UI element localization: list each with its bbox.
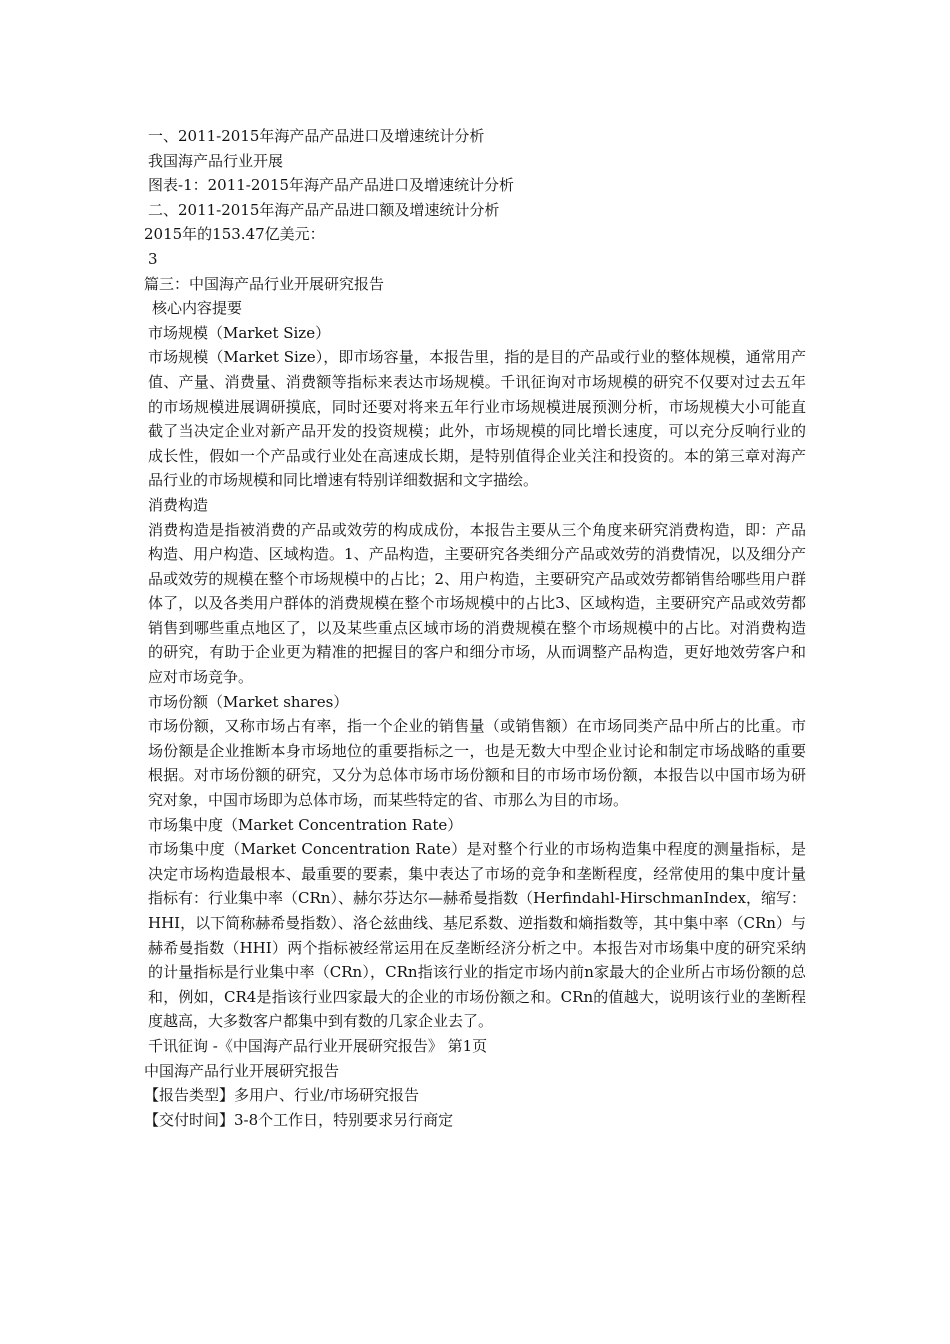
concentration-heading: 市场集中度（Market Concentration Rate） xyxy=(148,815,463,834)
market-size-paragraph: 市场规模（Market Size），即市场容量，本报告里，指的是目的产品或行业的整体规模，通常用产值、产量、消费量、消费额等指标来表达市场规模。千讯征询对市场规模的研究不仅要对过去五年的市场规模进展调研摸底，同时还要对将来五年行业市场规模进展预测分析，市场规模大小可能直截了当决定企业对新产品开发的投资规模；此外，市场规模的同比增长速度，可以充分反响行业的成长性，假如一个产品或行业处在高速成长期，是特别值得企业关注和投资的。本的第三章对海产品行业的市场规模和同比增速有特别详细数据和文字描绘。 xyxy=(148,348,806,490)
summary-heading: 核心内容提要 xyxy=(152,299,243,318)
consumption-heading: 消费构造 xyxy=(148,495,209,514)
document-body xyxy=(144,124,806,1132)
subheading-industry-development: 我国海产品行业开展 xyxy=(148,151,284,170)
market-share-paragraph: 市场份额，又称市场占有率，指一个企业的销售量（或销售额）在市场同类产品中所占的比重。市场份额是企业推断本身市场地位的重要指标之一，也是无数大中型企业讨论和制定市场战略的重要根据。对市场份额的研究，又分为总体市场市场份额和目的市场市场份额，本报告以中国市场为研究对象，中国市场即为总体市场，而某些特定的省、市那么为目的市场。 xyxy=(148,717,806,810)
delivery-time: 【交付时间】3-8个工作日，特别要求另行商定 xyxy=(144,1110,454,1129)
consumption-paragraph: 消费构造是指被消费的产品或效劳的构成成份，本报告主要从三个角度来研究消费构造，即：产品构造、用户构造、区域构造。1、产品构造，主要研究各类细分产品或效劳的消费情况，以及细分产品或效劳的规模在整个市场规模中的占比；2、用户构造，主要研究产品或效劳都销售给哪些用户群体了，以及各类用户群体的消费规模在整个市场规模中的占比3、区域构造，主要研究产品或效劳都销售到哪些重点地区了，以及某些重点区域市场的消费规模在整个市场规模中的占比。对消费构造的研究，有助于企业更为精准的把握目的客户和细分市场，从而调整产品构造，更好地效劳客户和应对市场竞争。 xyxy=(148,520,806,687)
concentration-paragraph: 市场集中度（Market Concentration Rate）是对整个行业的市场构造集中程度的测量指标，是决定市场构造最根本、最重要的要素，集中表达了市场的竞争和垄断程度，经常使用的集中度计量指标有：行业集中率（CRn）、赫尔芬达尔—赫希曼指数（Herfindahl-HirschmanIndex，缩写：HHI，以下简称赫希曼指数）、洛仑兹曲线、基尼系数、逆指数和熵指数等，其中集中率（CRn）与赫希曼指数（HHI）两个指标被经常运用在反垄断经济分析之中。本报告对市场集中度的研究采纳的计量指标是行业集中率（CRn），CRn指该行业的指定市场内前n家最大的企业所占市场份额的总和，例如，CR4是指该行业四家最大的企业的市场份额之和。CRn的值越大，说明该行业的垄断程度越高，大多数客户都集中到有数的几家企业去了。 xyxy=(148,840,806,1031)
chapter-title: 篇三：中国海产品行业开展研究报告 xyxy=(144,274,385,293)
value-line-2015: 2015年的153.47亿美元： xyxy=(144,225,325,244)
report-title: 中国海产品行业开展研究报告 xyxy=(144,1061,340,1080)
section-heading-import-value: 二、2011-2015年海产品产品进口额及增速统计分析 xyxy=(148,200,500,219)
market-share-heading: 市场份额（Market shares） xyxy=(148,692,349,711)
figure-caption: 图表-1：2011-2015年海产品产品进口及增速统计分析 xyxy=(148,176,515,195)
footer-line: 千讯征询 -《中国海产品行业开展研究报告》 第1页 xyxy=(148,1036,488,1055)
section-heading-import-growth: 一、2011-2015年海产品产品进口及增速统计分析 xyxy=(148,127,485,145)
report-type: 【报告类型】多用户、行业/市场研究报告 xyxy=(144,1086,420,1105)
market-size-heading: 市场规模（Market Size） xyxy=(148,323,331,342)
page-number: 3 xyxy=(148,249,158,268)
